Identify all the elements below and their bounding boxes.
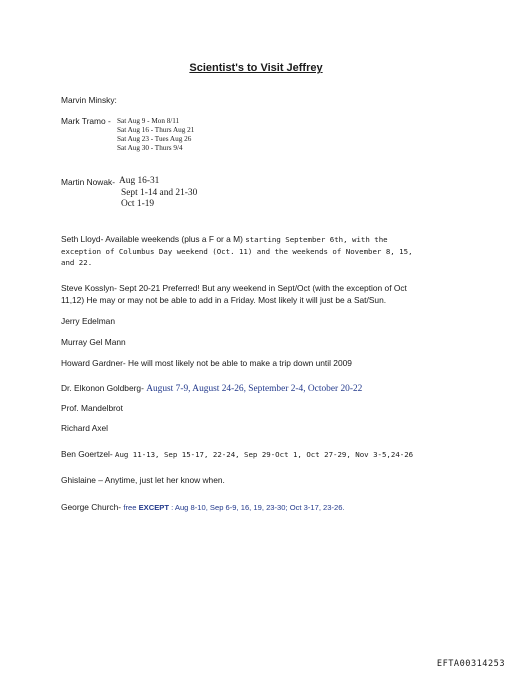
tramo-date: Sat Aug 23 - Tues Aug 26	[117, 135, 192, 143]
nowak-date: Aug 16-31	[119, 176, 160, 186]
tramo-dates	[117, 117, 194, 153]
lloyd-text: starting September 6th, with the	[245, 235, 388, 244]
minsky-entry: Marvin Minsky:	[61, 95, 117, 105]
tramo-date: Sat Aug 16 - Thurs Aug 21	[117, 126, 195, 134]
document-title: Scientist's to Visit Jeffrey	[189, 62, 323, 74]
tramo-date: Sat Aug 30 - Thurs 9/4	[117, 144, 183, 152]
edelman-entry: Jerry Edelman	[61, 316, 115, 326]
lloyd-text: and 22.	[61, 258, 93, 267]
goldberg-name: Dr. Elkonon Goldberg-	[61, 383, 147, 393]
church-free: free	[123, 503, 139, 512]
goldberg-entry	[61, 378, 362, 396]
kosslyn-line: 11,12) He may or may not be able to add in a Friday. Most likely it will just be a Sat/Sun.	[61, 294, 387, 305]
tramo-date: Sat Aug 9 - Mon 8/11	[117, 117, 180, 125]
nowak-date: Sept 1-14 and 21-30	[121, 187, 198, 198]
church-dates: : Aug 8-10, Sep 6-9, 16, 19, 23-30; Oct 3-17, 23-26.	[168, 503, 345, 512]
document-id-footer: EFTA00314253	[436, 659, 505, 669]
church-name: George Church-	[61, 502, 124, 512]
church-entry	[61, 497, 345, 515]
lloyd-name: Seth Lloyd- Available weekends (plus a F or a M)	[61, 234, 246, 244]
goertzel-name: Ben Goertzel-	[61, 449, 115, 459]
kosslyn-entry	[61, 283, 407, 306]
tramo-name: Mark Tramo -	[61, 116, 111, 126]
goldberg-dates: August 7-9, August 24-26, September 2-4, October 20-22	[146, 384, 363, 394]
kosslyn-line: Steve Kosslyn- Sept 20-21 Preferred! But any weekend in Sept/Oct (with the exception of Oct	[61, 283, 407, 293]
nowak-date: Oct 1-19	[121, 199, 155, 209]
gardner-entry: Howard Gardner- He will most likely not be able to make a trip down until 2009	[61, 358, 352, 368]
ghislaine-entry: Ghislaine – Anytime, just let her know when.	[61, 475, 225, 485]
church-except: EXCEPT	[138, 503, 169, 512]
nowak-name: Martin Nowak-	[61, 177, 115, 187]
goertzel-dates: Aug 11-13, Sep 15-17, 22-24, Sep 29-Oct 1, Oct 27-29, Nov 3-5,24-26	[115, 450, 414, 459]
nowak-dates	[121, 176, 197, 211]
axel-entry: Richard Axel	[61, 423, 109, 433]
goertzel-entry	[61, 444, 413, 462]
lloyd-entry	[61, 232, 413, 269]
mandelbrot-entry: Prof. Mandelbrot	[61, 403, 123, 413]
gelmann-entry: Murray Gel Mann	[61, 337, 126, 347]
lloyd-text: exception of Columbus Day weekend (Oct. 11) and the weekends of November 8, 15,	[61, 246, 413, 256]
